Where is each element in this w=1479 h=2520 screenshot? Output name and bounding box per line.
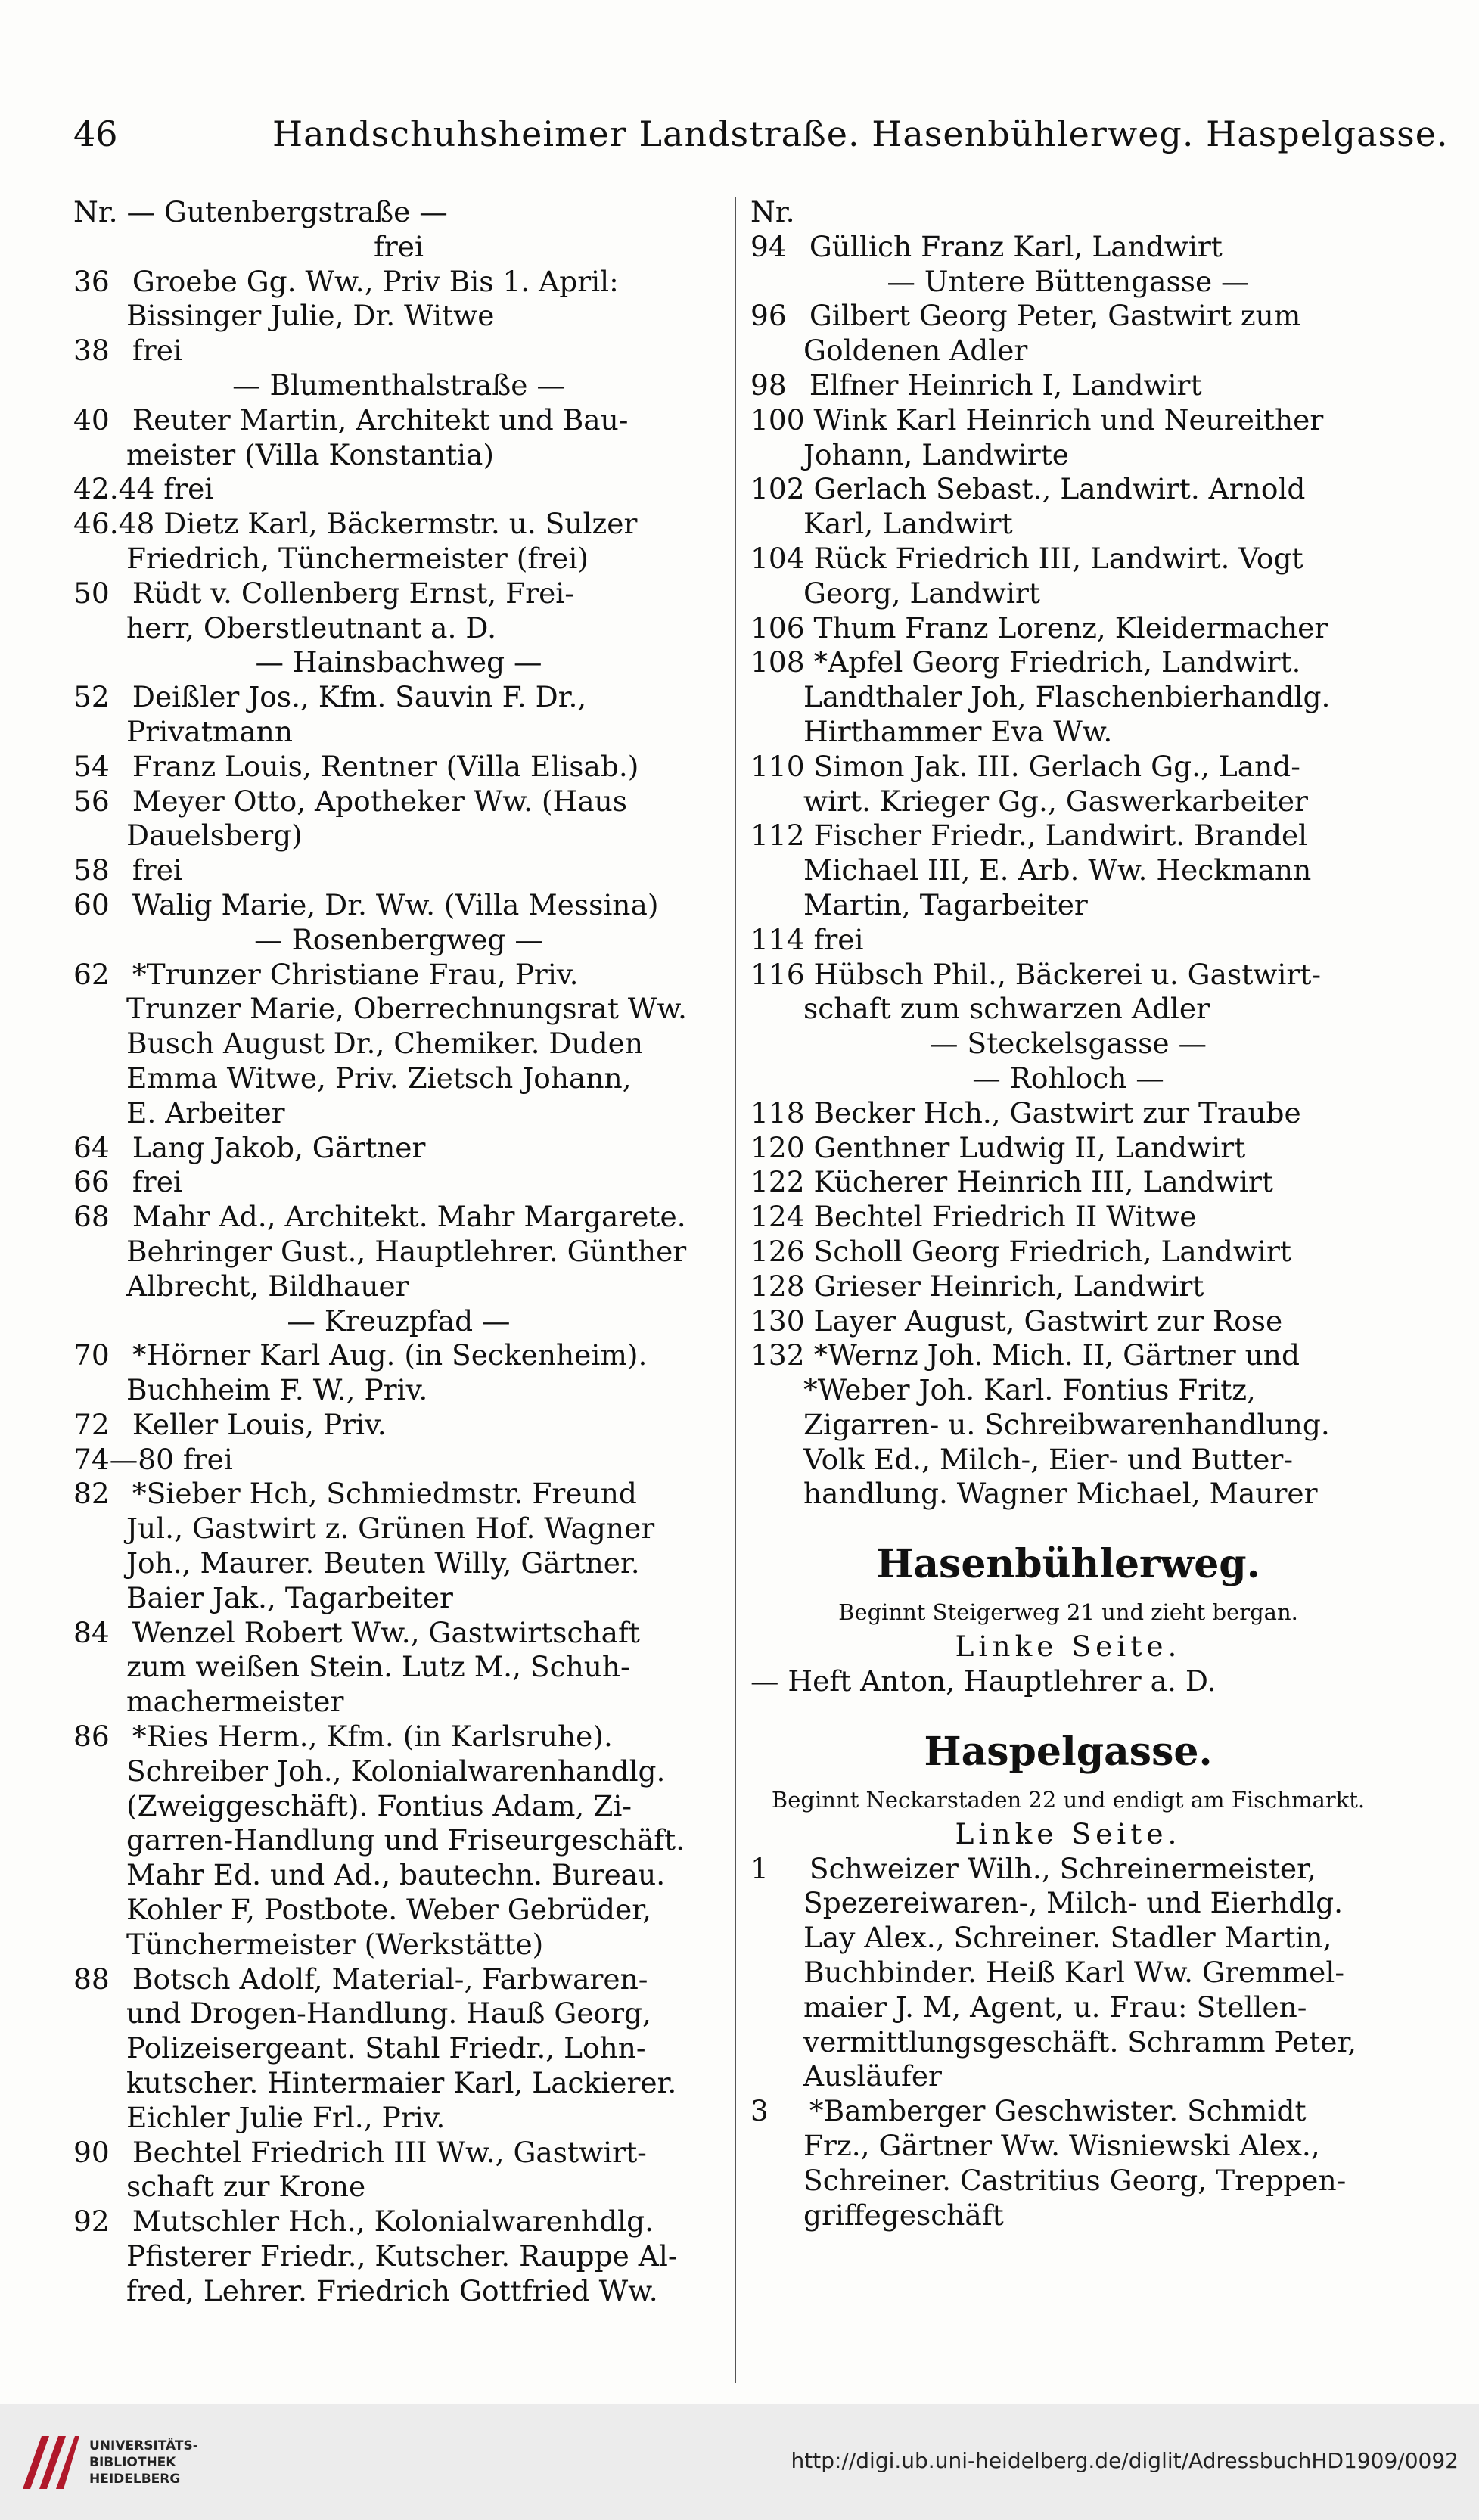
- directory-entry: [750, 230, 1386, 265]
- house-number: 124: [750, 1200, 805, 1234]
- continuation-line: Jul., Gastwirt z. Grünen Hof. Wagner: [126, 1512, 655, 1546]
- cross-street-heading: — Kreuzpfad —: [287, 1304, 511, 1338]
- directory-entry: [750, 472, 1386, 507]
- directory-entry: [73, 576, 724, 611]
- directory-entry: [750, 542, 1386, 576]
- house-number: 100: [750, 402, 805, 437]
- directory-entry: [73, 2205, 724, 2239]
- directory-entry: [750, 1235, 1386, 1269]
- continuation-line: *Weber Joh. Karl. Fontius Fritz,: [803, 1373, 1256, 1407]
- resident-text: Rüdt v. Collenberg Ernst, Frei-: [132, 576, 574, 610]
- resident-text: Deißler Jos., Kfm. Sauvin F. Dr.,: [132, 680, 587, 714]
- continuation-line: Friedrich, Tünchermeister (frei): [126, 541, 589, 575]
- directory-entry: [73, 507, 724, 542]
- house-number: 38: [73, 334, 110, 368]
- continuation-line: E. Arbeiter: [126, 1095, 285, 1129]
- cross-street-heading: — Hainsbachweg —: [255, 645, 542, 679]
- resident-text: Layer August, Gastwirt zur Rose: [813, 1304, 1283, 1338]
- resident-text: Wenzel Robert Ww., Gastwirtschaft: [132, 1615, 640, 1649]
- house-number: 62: [73, 957, 110, 991]
- house-number: 118: [750, 1095, 805, 1129]
- resident-text: Mahr Ad., Architekt. Mahr Margarete.: [132, 1200, 686, 1234]
- directory-entry: [750, 819, 1386, 853]
- house-number: 72: [73, 1407, 110, 1441]
- continuation-line: kutscher. Hintermaier Karl, Lackierer.: [126, 2066, 677, 2100]
- continuation-line: Emma Witwe, Priv. Zietsch Johann,: [126, 1061, 632, 1095]
- house-number: 110: [750, 749, 805, 783]
- house-number: 92: [73, 2205, 110, 2239]
- library-footer: [0, 2404, 1479, 2520]
- continuation-line: Landthaler Joh, Flaschenbierhandlg.: [803, 680, 1331, 714]
- directory-entry: [750, 958, 1386, 993]
- resident-text: Walig Marie, Dr. Ww. (Villa Messina): [132, 887, 659, 921]
- house-number: 40: [73, 402, 110, 437]
- resident-text: *Apfel Georg Friedrich, Landwirt.: [813, 645, 1301, 679]
- continuation-line: Lay Alex., Schreiner. Stadler Martin,: [803, 1921, 1332, 1955]
- directory-entry: [73, 1165, 724, 1200]
- continuation-line: zum weißen Stein. Lutz M., Schuh-: [126, 1650, 630, 1684]
- continuation-line: herr, Oberstleutnant a. D.: [126, 611, 497, 645]
- directory-entry: [750, 1200, 1386, 1235]
- continuation-line: Schreiner. Castritius Georg, Treppen-: [803, 2163, 1347, 2197]
- resident-text: Schweizer Wilh., Schreinermeister,: [809, 1851, 1316, 1885]
- directory-entry: [750, 923, 1386, 958]
- continuation-line: Zigarren- u. Schreibwarenhandlung.: [803, 1407, 1330, 1441]
- continuation-line: Goldenen Adler: [803, 334, 1028, 368]
- page-number: 46: [73, 113, 118, 154]
- resident-text: Reuter Martin, Architekt und Bau-: [132, 402, 629, 437]
- side-heading: Linke Seite.: [955, 1816, 1182, 1850]
- continuation-line: wirt. Krieger Gg., Gaswerkarbeiter: [803, 784, 1308, 818]
- directory-entry: [73, 1720, 724, 1754]
- left-column: [73, 195, 724, 2309]
- house-number: 128: [750, 1269, 805, 1303]
- continuation-line: Joh., Maurer. Beuten Willy, Gärtner.: [126, 1546, 640, 1580]
- cross-street-heading: — Rohloch —: [972, 1061, 1164, 1095]
- resident-text: Kücherer Heinrich III, Landwirt: [813, 1165, 1273, 1199]
- continuation-line: Martin, Tagarbeiter: [803, 887, 1088, 921]
- house-number: 52: [73, 680, 110, 714]
- continuation-line: garren-Handlung und Friseurgeschäft.: [126, 1823, 685, 1857]
- house-number: 90: [73, 2135, 110, 2169]
- house-number: 66: [73, 1165, 110, 1199]
- house-number: 106: [750, 611, 805, 645]
- directory-entry: [73, 853, 724, 888]
- directory-entry: [750, 2094, 1386, 2129]
- resident-text: Hübsch Phil., Bäckerei u. Gastwirt-: [813, 957, 1322, 991]
- continuation-line: Bissinger Julie, Dr. Witwe: [126, 299, 495, 333]
- street-description: Beginnt Neckarstaden 22 und endigt am Fischmarkt.: [771, 1786, 1366, 1813]
- resident-text: Scholl Georg Friedrich, Landwirt: [813, 1234, 1291, 1268]
- continuation-line: schaft zum schwarzen Adler: [803, 992, 1210, 1026]
- directory-entry: [750, 1852, 1386, 1887]
- resident-text: Grieser Heinrich, Landwirt: [813, 1269, 1204, 1303]
- continuation-line: (Zweiggeschäft). Fontius Adam, Zi-: [126, 1788, 632, 1822]
- resident-text: *Wernz Joh. Mich. II, Gärtner und: [813, 1338, 1300, 1372]
- continuation-line: Karl, Landwirt: [803, 507, 1013, 541]
- directory-entry: [73, 334, 724, 368]
- continuation-line: Trunzer Marie, Oberrechnungsrat Ww.: [126, 992, 687, 1026]
- house-number: 46.48: [73, 507, 155, 541]
- resident-text: Franz Louis, Rentner (Villa Elisab.): [132, 749, 639, 783]
- resident-text: Elfner Heinrich I, Landwirt: [809, 368, 1202, 402]
- directory-entry: [73, 2136, 724, 2170]
- resident-text: *Trunzer Christiane Frau, Priv.: [132, 957, 579, 991]
- house-number: 102: [750, 472, 805, 506]
- resident-text: Gerlach Sebast., Landwirt. Arnold: [813, 472, 1306, 506]
- resident-text: Meyer Otto, Apotheker Ww. (Haus: [132, 784, 627, 818]
- house-number: 120: [750, 1130, 805, 1164]
- resident-text: *Bamberger Geschwister. Schmidt: [809, 2094, 1307, 2128]
- library-name-line: UNIVERSITÄTS-: [89, 2438, 198, 2453]
- house-number: 42.44: [73, 472, 155, 506]
- cross-street-heading: frei: [374, 229, 424, 263]
- street-heading: Hasenbühlerweg.: [876, 1541, 1260, 1588]
- resident-text: frei: [182, 1442, 233, 1476]
- right-column: [750, 195, 1386, 2233]
- directory-entry: [750, 1131, 1386, 1166]
- continuation-line: Spezereiwaren-, Milch- und Eierhdlg.: [803, 1886, 1344, 1920]
- house-number: 108: [750, 645, 805, 679]
- street-heading: Haspelgasse.: [924, 1728, 1213, 1775]
- house-number: 122: [750, 1165, 805, 1199]
- continuation-line: Michael III, E. Arb. Ww. Heckmann: [803, 853, 1312, 887]
- page-title: Handschuhsheimer Landstraße. Hasenbühlerweg. Haspelgasse.: [272, 113, 1449, 154]
- resident-text: Botsch Adolf, Material-, Farbwaren-: [132, 1962, 648, 1996]
- house-number: 94: [750, 229, 787, 263]
- resident-text: Thum Franz Lorenz, Kleidermacher: [813, 611, 1328, 645]
- house-number: 74—80: [73, 1442, 174, 1476]
- library-logo-icon: [15, 2428, 83, 2497]
- house-number: 104: [750, 541, 805, 575]
- directory-entry: [750, 645, 1386, 680]
- house-number: 60: [73, 887, 110, 921]
- directory-entry: [73, 750, 724, 785]
- source-url-link[interactable]: http://digi.ub.uni-heidelberg.de/diglit/AdressbuchHD1909/0092: [791, 2448, 1459, 2473]
- house-number: 56: [73, 784, 110, 818]
- cross-street-heading: — Untere Büttengasse —: [887, 264, 1250, 298]
- directory-entry: [73, 785, 724, 819]
- house-number: 82: [73, 1477, 110, 1511]
- directory-entry: [73, 265, 724, 300]
- resident-text: Güllich Franz Karl, Landwirt: [809, 229, 1223, 263]
- house-number: 1: [750, 1851, 769, 1885]
- directory-entry: [750, 1269, 1386, 1304]
- library-name-line: BIBLIOTHEK: [89, 2455, 176, 2470]
- house-number: 3: [750, 2094, 769, 2128]
- directory-entry: [750, 1338, 1386, 1373]
- directory-entry: [73, 472, 724, 507]
- house-number: 50: [73, 576, 110, 610]
- resident-text: Groebe Gg. Ww., Priv Bis 1. April:: [132, 264, 619, 298]
- continuation-line: meister (Villa Konstantia): [126, 437, 495, 471]
- house-number: 64: [73, 1130, 110, 1164]
- continuation-line: fred, Lehrer. Friedrich Gottfried Ww.: [126, 2273, 658, 2307]
- directory-entry: [73, 1477, 724, 1512]
- continuation-line: Behringer Gust., Hauptlehrer. Günther: [126, 1234, 687, 1268]
- continuation-line: schaft zur Krone: [126, 2170, 366, 2204]
- house-number: 36: [73, 264, 110, 298]
- house-number: 116: [750, 957, 805, 991]
- continuation-line: Baier Jak., Tagarbeiter: [126, 1580, 453, 1614]
- continuation-line: Frz., Gärtner Ww. Wisniewski Alex.,: [803, 2129, 1320, 2163]
- directory-entry: [73, 1200, 724, 1235]
- house-number: 58: [73, 853, 110, 887]
- house-number: 84: [73, 1615, 110, 1649]
- continuation-line: Privatmann: [126, 714, 293, 748]
- directory-entry: [750, 1165, 1386, 1200]
- side-heading: Linke Seite.: [955, 1630, 1182, 1664]
- street-description: Beginnt Steigerweg 21 und zieht bergan.: [838, 1599, 1298, 1626]
- library-name-line: HEIDELBERG: [89, 2472, 181, 2487]
- directory-entry: [73, 888, 724, 923]
- continuation-line: Ausläufer: [803, 2059, 942, 2093]
- directory-entry: [73, 1962, 724, 1997]
- continuation-line: Mahr Ed. und Ad., bautechn. Bureau.: [126, 1858, 666, 1892]
- directory-entry: [750, 1096, 1386, 1131]
- column-subheading: Nr. — Gutenbergstraße —: [73, 195, 448, 228]
- resident-text: frei: [132, 853, 182, 887]
- directory-entry: [73, 958, 724, 993]
- library-name: [89, 2438, 198, 2487]
- cross-street-heading: — Rosenbergweg —: [254, 922, 543, 956]
- continuation-line: griffegeschäft: [803, 2198, 1004, 2232]
- continuation-line: Johann, Landwirte: [803, 437, 1069, 471]
- continuation-line: Pfisterer Friedr., Kutscher. Rauppe Al-: [126, 2239, 678, 2273]
- continuation-line: Polizeisergeant. Stahl Friedr., Lohn-: [126, 2031, 646, 2065]
- house-number: 126: [750, 1234, 805, 1268]
- resident-text: *Ries Herm., Kfm. (in Karlsruhe).: [132, 1720, 613, 1754]
- resident-text: frei: [132, 334, 182, 368]
- cross-street-heading: — Blumenthalstraße —: [232, 368, 565, 402]
- continuation-line: Hirthammer Eva Ww.: [803, 714, 1113, 748]
- text-line: Nr.: [750, 195, 795, 228]
- house-number: 70: [73, 1338, 110, 1372]
- resident-text: Mutschler Hch., Kolonialwarenhdlg.: [132, 2205, 654, 2239]
- house-number: 96: [750, 299, 787, 333]
- continuation-line: Volk Ed., Milch-, Eier- und Butter-: [803, 1442, 1293, 1476]
- continuation-line: Busch August Dr., Chemiker. Duden: [126, 1027, 644, 1061]
- house-number: 114: [750, 922, 805, 956]
- directory-entry: [73, 1338, 724, 1373]
- continuation-line: maier J. M, Agent, u. Frau: Stellen-: [803, 1990, 1307, 2024]
- cross-street-heading: — Steckelsgasse —: [930, 1027, 1207, 1061]
- continuation-line: Kohler F, Postbote. Weber Gebrüder,: [126, 1893, 651, 1927]
- house-number: 86: [73, 1720, 110, 1754]
- directory-entry: [73, 1131, 724, 1166]
- resident-text: frei: [163, 472, 214, 506]
- continuation-line: Georg, Landwirt: [803, 576, 1041, 610]
- continuation-line: Albrecht, Bildhauer: [126, 1269, 409, 1303]
- house-number: 132: [750, 1338, 805, 1372]
- directory-entry: [750, 611, 1386, 646]
- resident-text: frei: [132, 1165, 182, 1199]
- continuation-line: vermittlungsgeschäft. Schramm Peter,: [803, 2024, 1357, 2059]
- resident-text: Dietz Karl, Bäckermstr. u. Sulzer: [163, 507, 638, 541]
- house-number: 130: [750, 1304, 805, 1338]
- continuation-line: Buchbinder. Heiß Karl Ww. Gremmel-: [803, 1956, 1345, 1990]
- column-divider: [735, 197, 736, 2383]
- resident-text: Becker Hch., Gastwirt zur Traube: [813, 1095, 1301, 1129]
- continuation-line: Tünchermeister (Werkstätte): [126, 1927, 544, 1961]
- directory-entry: [750, 1304, 1386, 1339]
- directory-entry: [73, 1616, 724, 1651]
- resident-text: Rück Friedrich III, Landwirt. Vogt: [813, 541, 1303, 575]
- directory-entry: [73, 680, 724, 715]
- resident-text: Keller Louis, Priv.: [132, 1407, 387, 1441]
- continuation-line: Dauelsberg): [126, 819, 303, 853]
- house-number: 68: [73, 1200, 110, 1234]
- directory-entry: [73, 1408, 724, 1443]
- directory-entry: [750, 403, 1386, 438]
- resident-text: Genthner Ludwig II, Landwirt: [813, 1130, 1246, 1164]
- resident-text: *Sieber Hch, Schmiedmstr. Freund: [132, 1477, 637, 1511]
- continuation-line: Buchheim F. W., Priv.: [126, 1373, 428, 1407]
- continuation-line: Schreiber Joh., Kolonialwarenhandlg.: [126, 1754, 666, 1788]
- continuation-line: handlung. Wagner Michael, Maurer: [803, 1477, 1318, 1511]
- continuation-line: Eichler Julie Frl., Priv.: [126, 2100, 446, 2134]
- directory-entry: [750, 368, 1386, 403]
- house-number: 112: [750, 819, 805, 853]
- directory-entry: [73, 1443, 724, 1478]
- directory-entry: [73, 403, 724, 438]
- house-number: 54: [73, 749, 110, 783]
- text-line: — Heft Anton, Hauptlehrer a. D.: [750, 1664, 1216, 1698]
- resident-text: *Hörner Karl Aug. (in Seckenheim).: [132, 1338, 648, 1372]
- continuation-line: machermeister: [126, 1685, 344, 1719]
- directory-entry: [750, 750, 1386, 785]
- resident-text: Wink Karl Heinrich und Neureither: [813, 402, 1324, 437]
- resident-text: Bechtel Friedrich III Ww., Gastwirt-: [132, 2135, 647, 2169]
- house-number: 98: [750, 368, 787, 402]
- directory-entry: [750, 299, 1386, 334]
- resident-text: Lang Jakob, Gärtner: [132, 1130, 426, 1164]
- resident-text: frei: [813, 922, 864, 956]
- resident-text: Gilbert Georg Peter, Gastwirt zum: [809, 299, 1301, 333]
- continuation-line: und Drogen-Handlung. Hauß Georg,: [126, 1996, 651, 2031]
- resident-text: Fischer Friedr., Landwirt. Brandel: [813, 819, 1308, 853]
- resident-text: Simon Jak. III. Gerlach Gg., Land-: [813, 749, 1300, 783]
- house-number: 88: [73, 1962, 110, 1996]
- resident-text: Bechtel Friedrich II Witwe: [813, 1200, 1197, 1234]
